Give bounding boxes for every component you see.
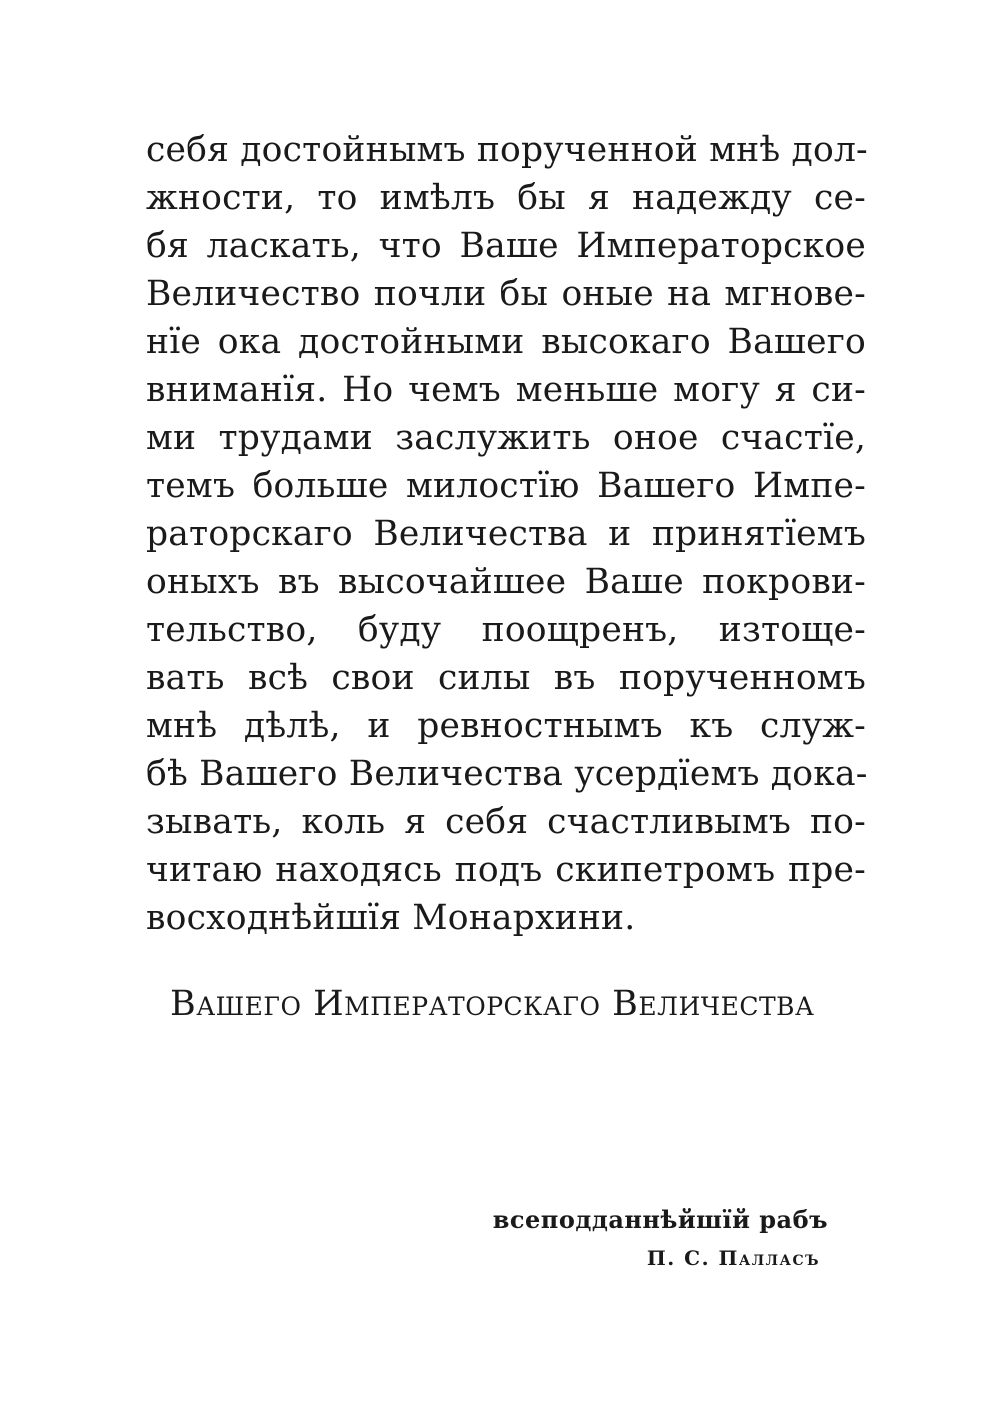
text-line: нїе ока достойными высокаго Вашего	[146, 322, 866, 362]
text-line: мнѣ дѣлѣ, и ревностнымъ къ служ-	[146, 706, 866, 746]
text-line: читаю находясь подъ скипетромъ пре-	[146, 850, 866, 890]
text-line: раторскаго Величества и принятїемъ	[146, 514, 866, 554]
text-line: вать всѣ свои силы въ порученномъ	[146, 658, 866, 698]
dedication-body	[146, 126, 866, 942]
text-line: зывать, коль я себя счастливымъ по-	[146, 802, 866, 842]
text-line: восходнѣйшїя Монархини.	[146, 898, 636, 938]
text-line: себя достойнымъ порученной мнѣ дол-	[146, 130, 868, 170]
closing-salutation: Вашего Императорскаго Величества	[170, 984, 815, 1024]
signature-title: всеподданнѣйшїй рабъ	[492, 1205, 828, 1234]
text-line: вниманїя. Но чемъ меньше могу я си-	[146, 370, 866, 410]
text-line: оныхъ въ высочайшее Ваше покрови-	[146, 562, 866, 602]
text-line: ми трудами заслужить оное счастїе,	[146, 418, 866, 458]
signature-block	[493, 1200, 828, 1276]
text-line: жности, то имѣлъ бы я надежду се-	[146, 178, 866, 218]
text-line: темъ больше милостїю Вашего Импе-	[146, 466, 866, 506]
text-line: бя ласкать, что Ваше Императорское	[146, 226, 866, 266]
signature-name: П. С. Палласъ	[646, 1246, 820, 1270]
text-line: Величество почли бы оные на мгнове-	[146, 274, 866, 314]
text-line: тельство, буду поощренъ, изтоще-	[146, 610, 866, 650]
text-line: бѣ Вашего Величества усердїемъ дока-	[146, 754, 868, 794]
